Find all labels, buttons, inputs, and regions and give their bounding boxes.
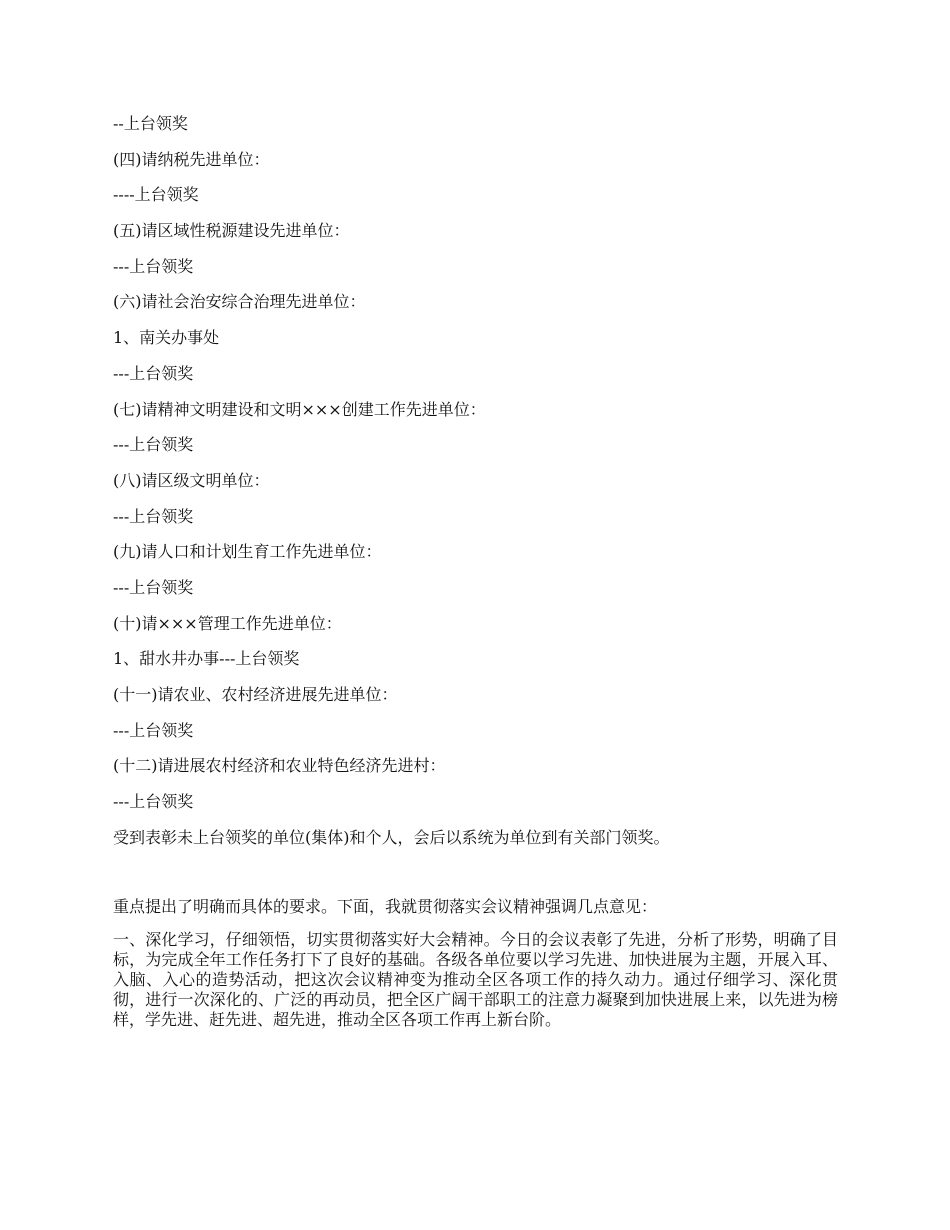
intro-paragraph: 重点提出了明确而具体的要求。下面，我就贯彻落实会议精神强调几点意见：: [113, 897, 658, 917]
section-heading-8: (八)请区级文明单位：: [113, 470, 270, 490]
section-heading-12: (十二)请进展农村经济和农业特色经济先进村：: [113, 756, 446, 776]
text-line: ---上台领奖: [113, 435, 194, 455]
body-paragraph: 一、深化学习，仔细领悟，切实贯彻落实好大会精神。今日的会议表彰了先进，分析了形势，明确了目标，为完成全年工作任务打下了良好的基础。各级各单位要以学习先进、加快进展为主题，开展入耳、入脑、入心的造势活动，把这次会议精神变为推动全区各项工作的持久动力。通过仔细学习、深化贯彻，进行一次深化的、广泛的再动员，把全区广阔干部职工的注意力凝聚到加快进展上来，以先进为榜样，学先进、赶先进、超先进，推动全区各项工作再上新台阶。: [113, 930, 838, 1030]
list-item: 1、南关办事处: [113, 328, 220, 348]
text-line: ---上台领奖: [113, 577, 194, 597]
section-heading-5: (五)请区域性税源建设先进单位：: [113, 221, 350, 241]
closing-note: 受到表彰未上台领奖的单位(集体)和个人，会后以系统为单位到有关部门领奖。: [113, 827, 670, 847]
section-heading-6: (六)请社会治安综合治理先进单位：: [113, 292, 366, 312]
paragraph-gap: [113, 861, 838, 895]
document-body: [113, 112, 838, 1030]
text-line: ---上台领奖: [113, 256, 194, 276]
text-line: ---上台领奖: [113, 792, 194, 812]
text-line: ---上台领奖: [113, 720, 194, 740]
section-heading-11: (十一)请农业、农村经济进展先进单位：: [113, 685, 398, 704]
section-heading-4: (四)请纳税先进单位：: [113, 149, 270, 169]
text-line: ---上台领奖: [113, 363, 194, 383]
text-line: --上台领奖: [113, 114, 188, 133]
text-line: ---上台领奖: [113, 506, 194, 526]
section-heading-10: (十)请×××管理工作先进单位：: [113, 613, 342, 633]
section-heading-9: (九)请人口和计划生育工作先进单位：: [113, 542, 382, 562]
section-heading-7: (七)请精神文明建设和文明×××创建工作先进单位：: [113, 399, 486, 419]
list-item: 1、甜水井办事---上台领奖: [113, 649, 300, 669]
text-line: ----上台领奖: [113, 185, 199, 205]
